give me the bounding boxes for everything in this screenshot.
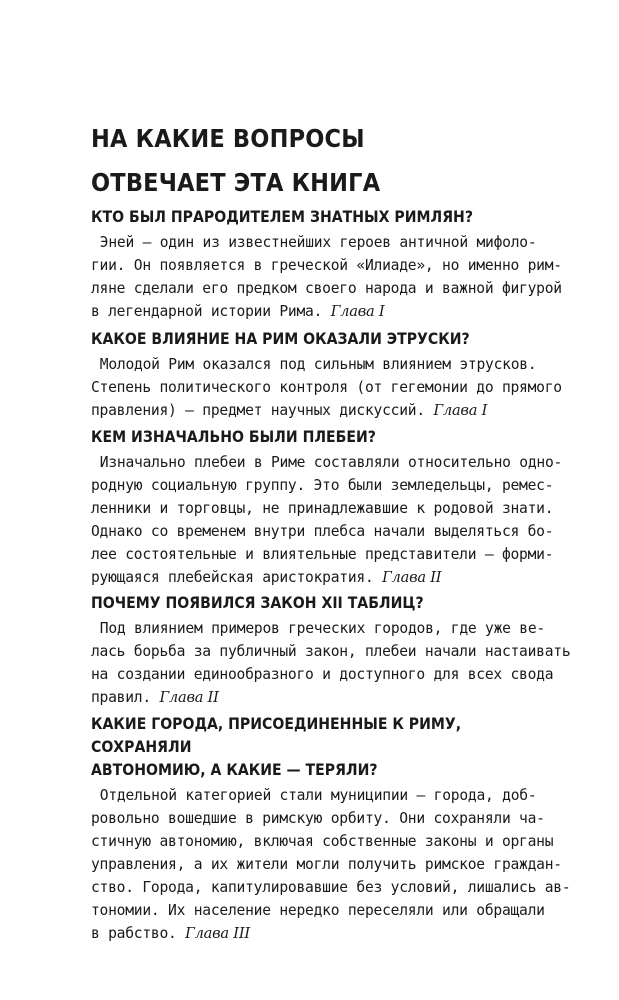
qa-section-plebeians [91, 425, 563, 589]
question-heading: КЕМ ИЗНАЧАЛЬНО БЫЛИ ПЛЕБЕИ? [91, 427, 376, 446]
answer-text: Молодой Рим оказался под сильным влиянием этрусков. Степень политического контроля (от гегемонии до прямого правления) — предмет научных дискуссий. Глава I [91, 355, 562, 419]
answer-text: Изначально плебеи в Риме составляли относительно одно- родную социальную группу. Это были земледельцы, ремес- ленники и торговцы, не принадлежавшие к родовой знати. Однако со временем внутри плебса начали выделяться бо- лее состоятельные и влиятельные представители — форми- рующаяся плебейская аристократия. Глава II [91, 453, 563, 586]
answer-text: Эней — один из известнейших героев античной мифоло- гии. Он появляется в греческой «Илиаде», но именно рим- ляне сделали его предком своего народа и важной фигурой в легендарной истории Рима. Глава I [91, 233, 562, 320]
qa-section-municipia [91, 712, 571, 945]
chapter-reference: Глава III [185, 924, 250, 942]
question-heading: КАКОЕ ВЛИЯНИЕ НА РИМ ОКАЗАЛИ ЭТРУСКИ? [91, 329, 470, 348]
question-heading: ПОЧЕМУ ПОЯВИЛСЯ ЗАКОН XII ТАБЛИЦ? [91, 593, 424, 612]
question-heading: КАКИЕ ГОРОДА, ПРИСОЕДИНЕННЫЕ К РИМУ, СОХРАНЯЛИ АВТОНОМИЮ, А КАКИЕ — ТЕРЯЛИ? [91, 714, 462, 779]
title-line-2: ОТВЕЧАЕТ ЭТА КНИГА [91, 168, 381, 197]
qa-section-ancestors [91, 205, 562, 323]
page-title [91, 117, 487, 205]
chapter-reference: Глава II [159, 688, 219, 706]
answer-text: Отдельной категорией стали муниципии — города, доб- ровольно вошедшие в римскую орбиту. Они сохраняли ча- стичную автономию, включая собственные законы и органы управления, а их жители могли получить римское граждан- ство. Города, капитулировавшие без условий, лишались ав- тономии. Их население нередко переселяли или обращали в рабство. Глава III [91, 786, 571, 942]
chapter-reference: Глава I [433, 401, 488, 419]
answer-text: Под влиянием примеров греческих городов, где уже ве- лась борьба за публичный закон, плебеи начали настаивать на создании единообразного и доступного для всех свода правил. Глава II [91, 619, 571, 706]
qa-section-etruscans [91, 327, 562, 422]
qa-section-twelve-tables [91, 591, 571, 709]
question-heading: КТО БЫЛ ПРАРОДИТЕЛЕМ ЗНАТНЫХ РИМЛЯН? [91, 207, 473, 226]
chapter-reference: Глава II [382, 568, 442, 586]
title-line-1: НА КАКИЕ ВОПРОСЫ [91, 124, 365, 153]
chapter-reference: Глава I [330, 302, 385, 320]
